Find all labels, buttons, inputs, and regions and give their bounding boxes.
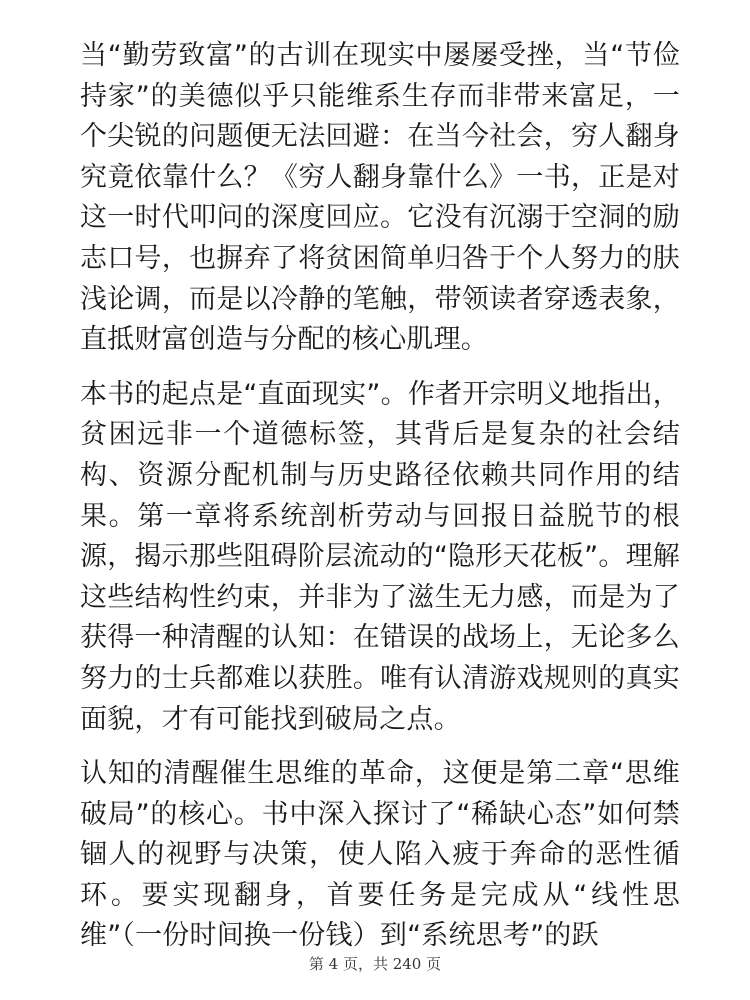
body-text bbox=[80, 36, 680, 971]
page-number-footer: 第 4 页，共 240 页 bbox=[308, 955, 442, 973]
paragraph-2: 本书的起点是“直面现实”。作者开宗明义地指出，贫困远非一个道德标签，其背后是复杂的社会结构、资源分配机制与历史路径依赖共同作用的结果。第一章将系统剖析劳动与回报日益脱节的根源，揭示那些阻碍阶层流动的“隐形天花板”。理解这些结构性约束，并非为了滋生无力感，而是为了获得一种清醒的认知：在错误的战场上，无论多么努力的士兵都难以获胜。唯有认清游戏规则的真实面貌，才有可能找到破局之点。 bbox=[80, 378, 680, 735]
paragraph-3: 认知的清醒催生思维的革命，这便是第二章“思维破局”的核心。书中深入探讨了“稀缺心态”如何禁锢人的视野与决策，使人陷入疲于奔命的恶性循环。要实现翻身，首要任务是完成从“线性思维”（一份时间换一份钱）到“系统思考”的跃 bbox=[80, 758, 680, 952]
paragraph-1: 当“勤劳致富”的古训在现实中屡屡受挫，当“节俭持家”的美德似乎只能维系生存而非带来富足，一个尖锐的问题便无法回避：在当今社会，穷人翻身究竟依靠什么？《穷人翻身靠什么》一书，正是对这一时代叩问的深度回应。它没有沉溺于空洞的励志口号，也摒弃了将贫困简单归咎于个人努力的肤浅论调，而是以冷静的笔触，带领读者穿透表象，直抵财富创造与分配的核心肌理。 bbox=[80, 40, 680, 356]
